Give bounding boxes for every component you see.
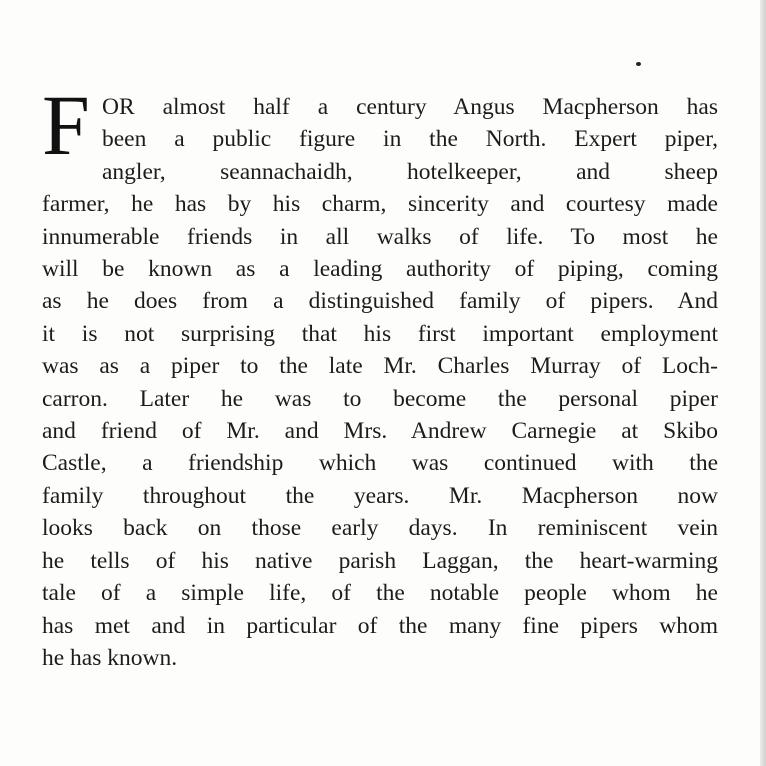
text-line: it is not surprising that his first important employment <box>42 320 718 347</box>
text-line: innumerable friends in all walks of life. To most he <box>42 223 718 250</box>
text-line: was as a piper to the late Mr. Charles Murray of Loch- <box>42 353 718 380</box>
ink-speck <box>636 62 641 66</box>
paragraph <box>42 77 718 674</box>
text-line: looks back on those early days. In reminiscent vein <box>42 515 718 542</box>
text-line: and friend of Mr. and Mrs. Andrew Carnegie at Skibo <box>42 418 718 445</box>
text-line: he tells of his native parish Laggan, the heart-warming <box>42 547 718 574</box>
text-line: angler, seannachaidh, hotelkeeper, and sheep <box>102 158 718 185</box>
text-line: family throughout the years. Mr. Macpherson now <box>42 482 718 509</box>
drop-cap-letter: F <box>42 77 90 173</box>
text-line: as he does from a distinguished family of pipers. And <box>42 288 718 315</box>
text-line: carron. Later he was to become the personal piper <box>42 385 718 412</box>
text-line: has met and in particular of the many fine pipers whom <box>42 612 718 639</box>
text-line: tale of a simple life, of the notable people whom he <box>42 580 718 607</box>
text-line: he has known. <box>42 644 178 671</box>
text-line: farmer, he has by his charm, sincerity and courtesy made <box>42 191 718 218</box>
text-line: OR almost half a century Angus Macpherson has <box>102 94 718 120</box>
text-line: Castle, a friendship which was continued with the <box>42 450 718 477</box>
scan-edge <box>760 0 766 766</box>
text-line: been a public figure in the North. Expert piper, <box>102 126 718 153</box>
text-line: will be known as a leading authority of piping, coming <box>42 256 718 283</box>
